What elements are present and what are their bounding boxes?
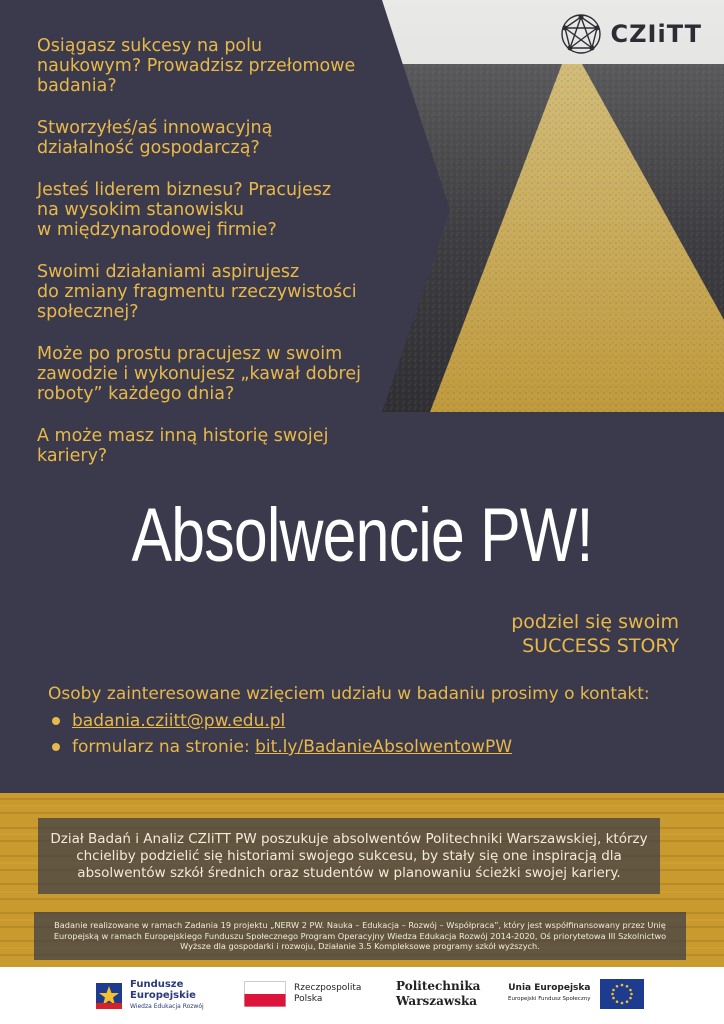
eu-flag-icon bbox=[600, 979, 644, 1009]
contact-intro: Osoby zainteresowane wzięciem udziału w badaniu prosimy o kontakt: bbox=[48, 684, 650, 704]
funding-text: Badanie realizowane w ramach Zadania 19 projektu „NERW 2 PW. Nauka – Edukacja – Rozwój – Współpraca”, który jest współfinansowany przez Unię Europejską w ramach Europejskiego Funduszu Społecznego Program Operacyjny Wiedza Edukacja Rozwój 2014-2020, Oś priorytetowa III Szkolnictwo Wyższe dla gospodarki i rozwoju, Działanie 3.5 Kompleksowe programy szkół wyższych. bbox=[53, 920, 667, 952]
politechnika-logo bbox=[396, 979, 480, 1009]
rzeczpospolita-logo bbox=[244, 981, 361, 1007]
headline: Absolwencie PW! bbox=[131, 493, 593, 578]
footer-logos bbox=[0, 967, 724, 1024]
question-6: A może masz inną historię swojej kariery? bbox=[37, 426, 329, 466]
rp-line-2: Polska bbox=[294, 994, 323, 1004]
question-5: Może po prostu pracujesz w swoim zawodzie i wykonujesz „kawał dobrej roboty” każdego dnia? bbox=[37, 344, 361, 404]
subheadline bbox=[511, 610, 679, 658]
questions-block bbox=[37, 36, 407, 488]
bullet-icon bbox=[52, 717, 60, 725]
pw-line-1: Politechnika bbox=[396, 979, 481, 993]
bullet-icon bbox=[52, 743, 60, 751]
fe-line-1: Fundusze bbox=[130, 979, 184, 990]
contact-form-item bbox=[52, 734, 512, 760]
contact-list bbox=[52, 708, 512, 760]
fe-star-icon bbox=[94, 981, 124, 1011]
ue-sub: Europejski Fundusz Społeczny bbox=[508, 996, 591, 1002]
email-link[interactable]: badania.cziitt@pw.edu.pl bbox=[72, 711, 286, 731]
question-1: Osiągasz sukcesy na polu naukowym? Prowadzisz przełomowe badania? bbox=[37, 36, 356, 96]
fe-sub: Wiedza Edukacja Rozwój bbox=[130, 1003, 204, 1010]
cziitt-logo bbox=[559, 12, 702, 56]
question-3: Jesteś liderem biznesu? Pracujesz na wysokim stanowisku w międzynarodowej firmie? bbox=[37, 180, 332, 240]
subheadline-line-1: podziel się swoim bbox=[511, 611, 679, 633]
logo-text: CZIiTT bbox=[610, 20, 702, 48]
form-prefix: formularz na stronie: bbox=[72, 737, 256, 757]
network-globe-icon bbox=[559, 12, 603, 56]
fundusze-europejskie-logo bbox=[94, 979, 204, 1012]
fe-line-2: Europejskie bbox=[130, 990, 196, 1001]
unia-europejska-logo bbox=[508, 979, 644, 1009]
contact-email-item bbox=[52, 708, 512, 734]
funding-box bbox=[34, 912, 686, 960]
polish-flag-icon bbox=[244, 981, 286, 1007]
rp-line-1: Rzeczpospolita bbox=[294, 983, 362, 993]
info-box bbox=[38, 818, 660, 894]
ue-line-1: Unia Europejska bbox=[508, 983, 591, 993]
pw-line-2: Warszawska bbox=[396, 994, 478, 1008]
form-link[interactable]: bit.ly/BadanieAbsolwentowPW bbox=[255, 737, 513, 757]
question-2: Stworzyłeś/aś innowacyjną działalność gospodarczą? bbox=[37, 118, 273, 158]
subheadline-line-2: SUCCESS STORY bbox=[522, 635, 679, 657]
question-4: Swoimi działaniami aspirujesz do zmiany fragmentu rzeczywistości społecznej? bbox=[37, 262, 357, 322]
info-text: Dział Badań i Analiz CZIiTT PW poszukuje absolwentów Politechniki Warszawskiej, którzy chcieliby podzielić się historiami swojego sukcesu, by stały się one inspiracją dla absolwentów szkół średnich oraz studentów w planowaniu ścieżki swojej kariery. bbox=[50, 830, 648, 881]
